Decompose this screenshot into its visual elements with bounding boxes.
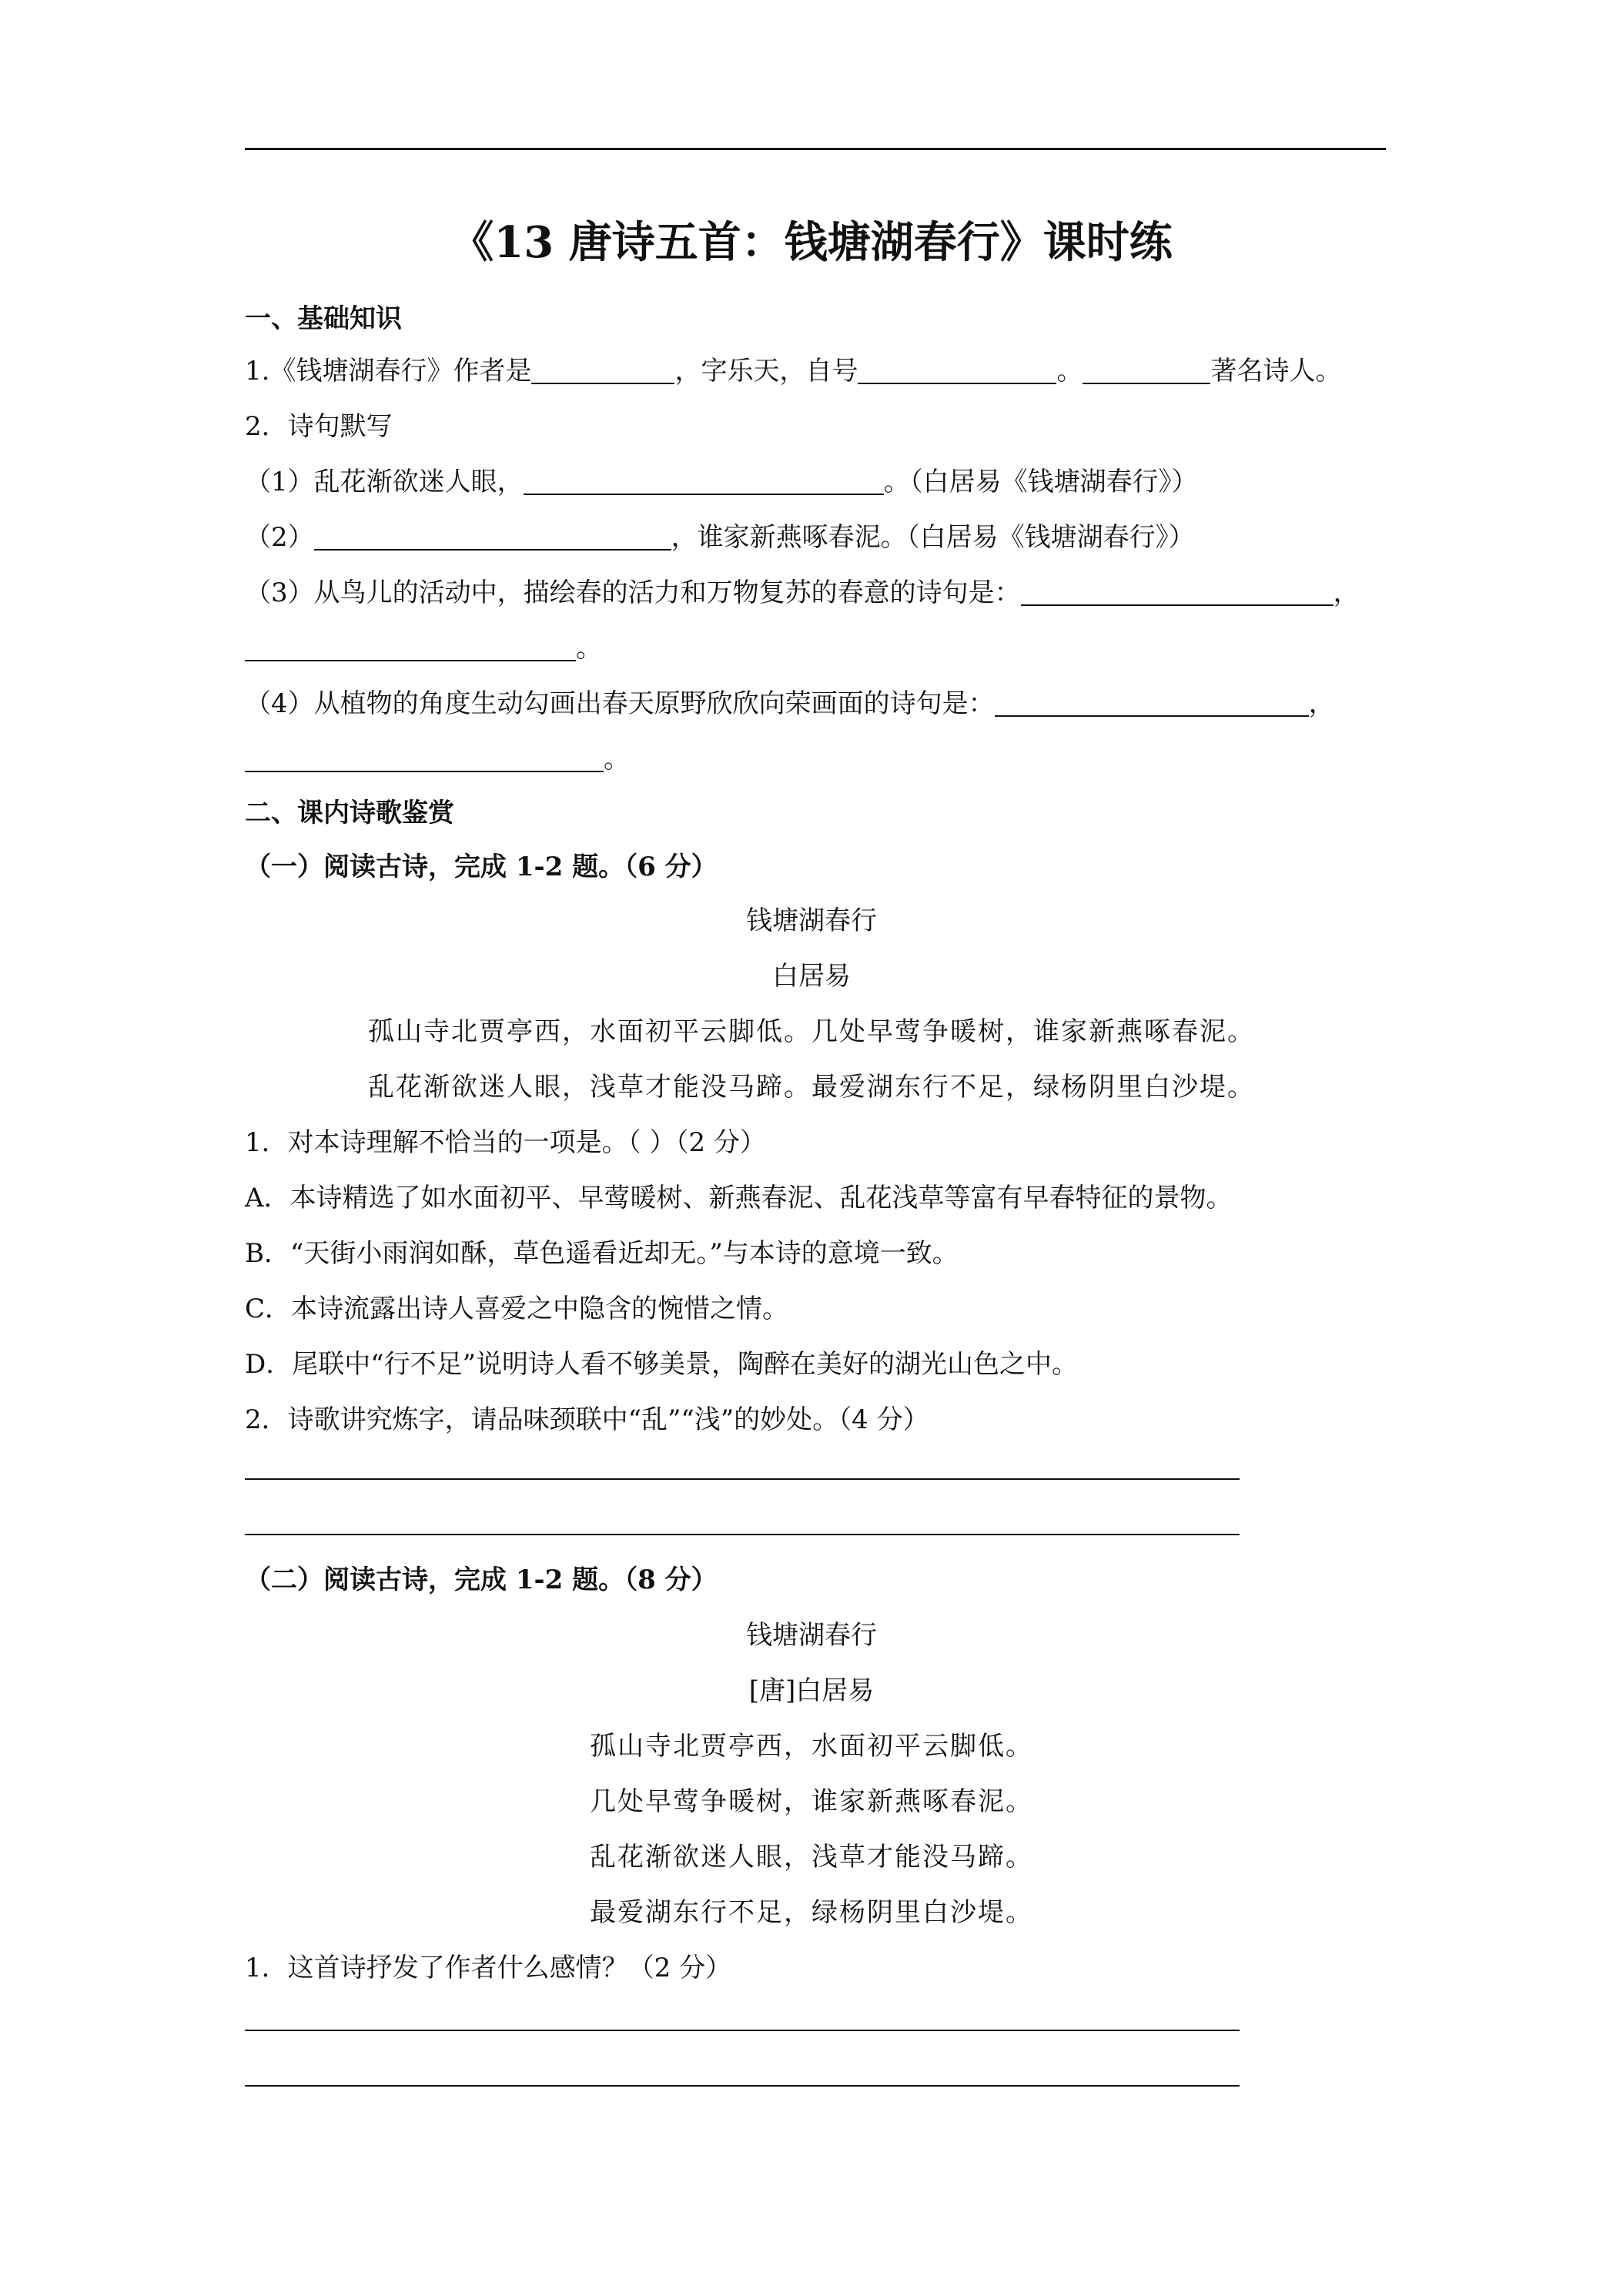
q1-blank-pen-name[interactable]	[858, 356, 1056, 384]
q2-4-blank-1[interactable]	[995, 689, 1309, 717]
part2-poem-title: 钱塘湖春行	[746, 1620, 877, 1651]
question-2-4-cont	[245, 742, 630, 776]
q2-3-blank-1[interactable]	[1021, 578, 1334, 606]
q1-text-d: 著名诗人。	[1210, 356, 1342, 387]
part1-heading: （一）阅读古诗，完成 1-2 题。（6 分）	[245, 852, 718, 882]
part2-question-1: 1．这首诗抒发了作者什么感情？（2 分）	[245, 1953, 732, 1983]
question-2-3-cont	[245, 631, 602, 665]
part1-poem-line-1: 孤山寺北贾亭西，水面初平云脚低。几处早莺争暖树，谁家新燕啄春泥。	[368, 1016, 1255, 1047]
question-1	[245, 354, 1341, 388]
q2-1-blank[interactable]	[524, 467, 884, 495]
part1-question-1: 1．对本诗理解不恰当的一项是。（ ）（2 分）	[245, 1127, 766, 1158]
q2-4-text-a: （4）从植物的角度生动勾画出春天原野欣欣向荣画面的诗句是：	[245, 688, 995, 719]
q2-3-text-c: 。	[576, 633, 602, 664]
part1-option-a[interactable]: A．本诗精选了如水面初平、早莺暖树、新燕春泥、乱花浅草等富有早春特征的景物。	[245, 1183, 1233, 1213]
q1-blank-author[interactable]	[531, 356, 674, 384]
q2-4-blank-2[interactable]	[245, 745, 604, 772]
page-title: 《13 唐诗五首：钱塘湖春行》课时练	[450, 217, 1173, 268]
q2-4-text-b: ，	[1308, 688, 1335, 719]
part2-heading: （二）阅读古诗，完成 1-2 题。（8 分）	[245, 1565, 718, 1595]
q2-2-text-a: （2）	[245, 522, 314, 553]
part1-option-d[interactable]: D．尾联中“行不足”说明诗人看不够美景，陶醉在美好的湖光山色之中。	[245, 1349, 1079, 1380]
part2-answer-line-2[interactable]	[245, 2085, 1240, 2087]
q2-3-blank-2[interactable]	[245, 634, 576, 661]
part1-option-b[interactable]: B．“天街小雨润如酥，草色遥看近却无。”与本诗的意境一致。	[245, 1238, 959, 1269]
q1-text-a: 1.《钱塘湖春行》作者是	[245, 356, 532, 387]
part2-poem-line-3: 乱花渐欲迷人眼，浅草才能没马蹄。	[590, 1842, 1033, 1873]
question-2-4	[245, 687, 1335, 721]
part1-option-c[interactable]: C．本诗流露出诗人喜爱之中隐含的惋惜之情。	[245, 1294, 789, 1324]
part2-poem-line-2: 几处早莺争暖树，谁家新燕啄春泥。	[590, 1786, 1033, 1817]
part1-answer-line-2[interactable]	[245, 1534, 1240, 1535]
part2-poem-author: [唐]白居易	[748, 1675, 875, 1706]
section-heading-poetry-appreciation: 二、课内诗歌鉴赏	[245, 798, 454, 828]
q2-3-text-b: ，	[1333, 577, 1360, 608]
q1-text-b: ，字乐天，自号	[674, 356, 858, 387]
question-2-3	[245, 576, 1360, 610]
part1-poem-title: 钱塘湖春行	[746, 905, 877, 936]
q2-2-blank[interactable]	[314, 523, 671, 551]
q2-2-text-b: ，谁家新燕啄春泥。（白居易《钱塘湖春行》）	[671, 522, 1195, 553]
question-2-heading: 2．诗句默写	[245, 411, 393, 442]
header-rule	[245, 148, 1386, 150]
q1-blank-dynasty[interactable]	[1083, 356, 1210, 384]
question-2-2	[245, 520, 1195, 554]
q2-1-text-b: 。（白居易《钱塘湖春行》）	[883, 467, 1198, 497]
section-heading-basic-knowledge: 一、基础知识	[245, 303, 402, 334]
part2-poem-line-1: 孤山寺北贾亭西，水面初平云脚低。	[590, 1731, 1033, 1762]
part2-answer-line-1[interactable]	[245, 2030, 1240, 2031]
part1-poem-line-2: 乱花渐欲迷人眼，浅草才能没马蹄。最爱湖东行不足，绿杨阴里白沙堤。	[368, 1072, 1255, 1103]
q2-1-text-a: （1）乱花渐欲迷人眼，	[245, 467, 524, 497]
part1-question-2: 2．诗歌讲究炼字，请品味颈联中“乱”“浅”的妙处。（4 分）	[245, 1404, 929, 1435]
q2-3-text-a: （3）从鸟儿的活动中，描绘春的活力和万物复苏的春意的诗句是：	[245, 577, 1021, 608]
q1-text-c: 。	[1056, 356, 1083, 387]
q2-4-text-c: 。	[604, 744, 630, 775]
part2-poem-line-4: 最爱湖东行不足，绿杨阴里白沙堤。	[590, 1897, 1033, 1928]
part1-poem-author: 白居易	[772, 961, 851, 992]
question-2-1	[245, 465, 1198, 499]
part1-answer-line-1[interactable]	[245, 1478, 1240, 1480]
